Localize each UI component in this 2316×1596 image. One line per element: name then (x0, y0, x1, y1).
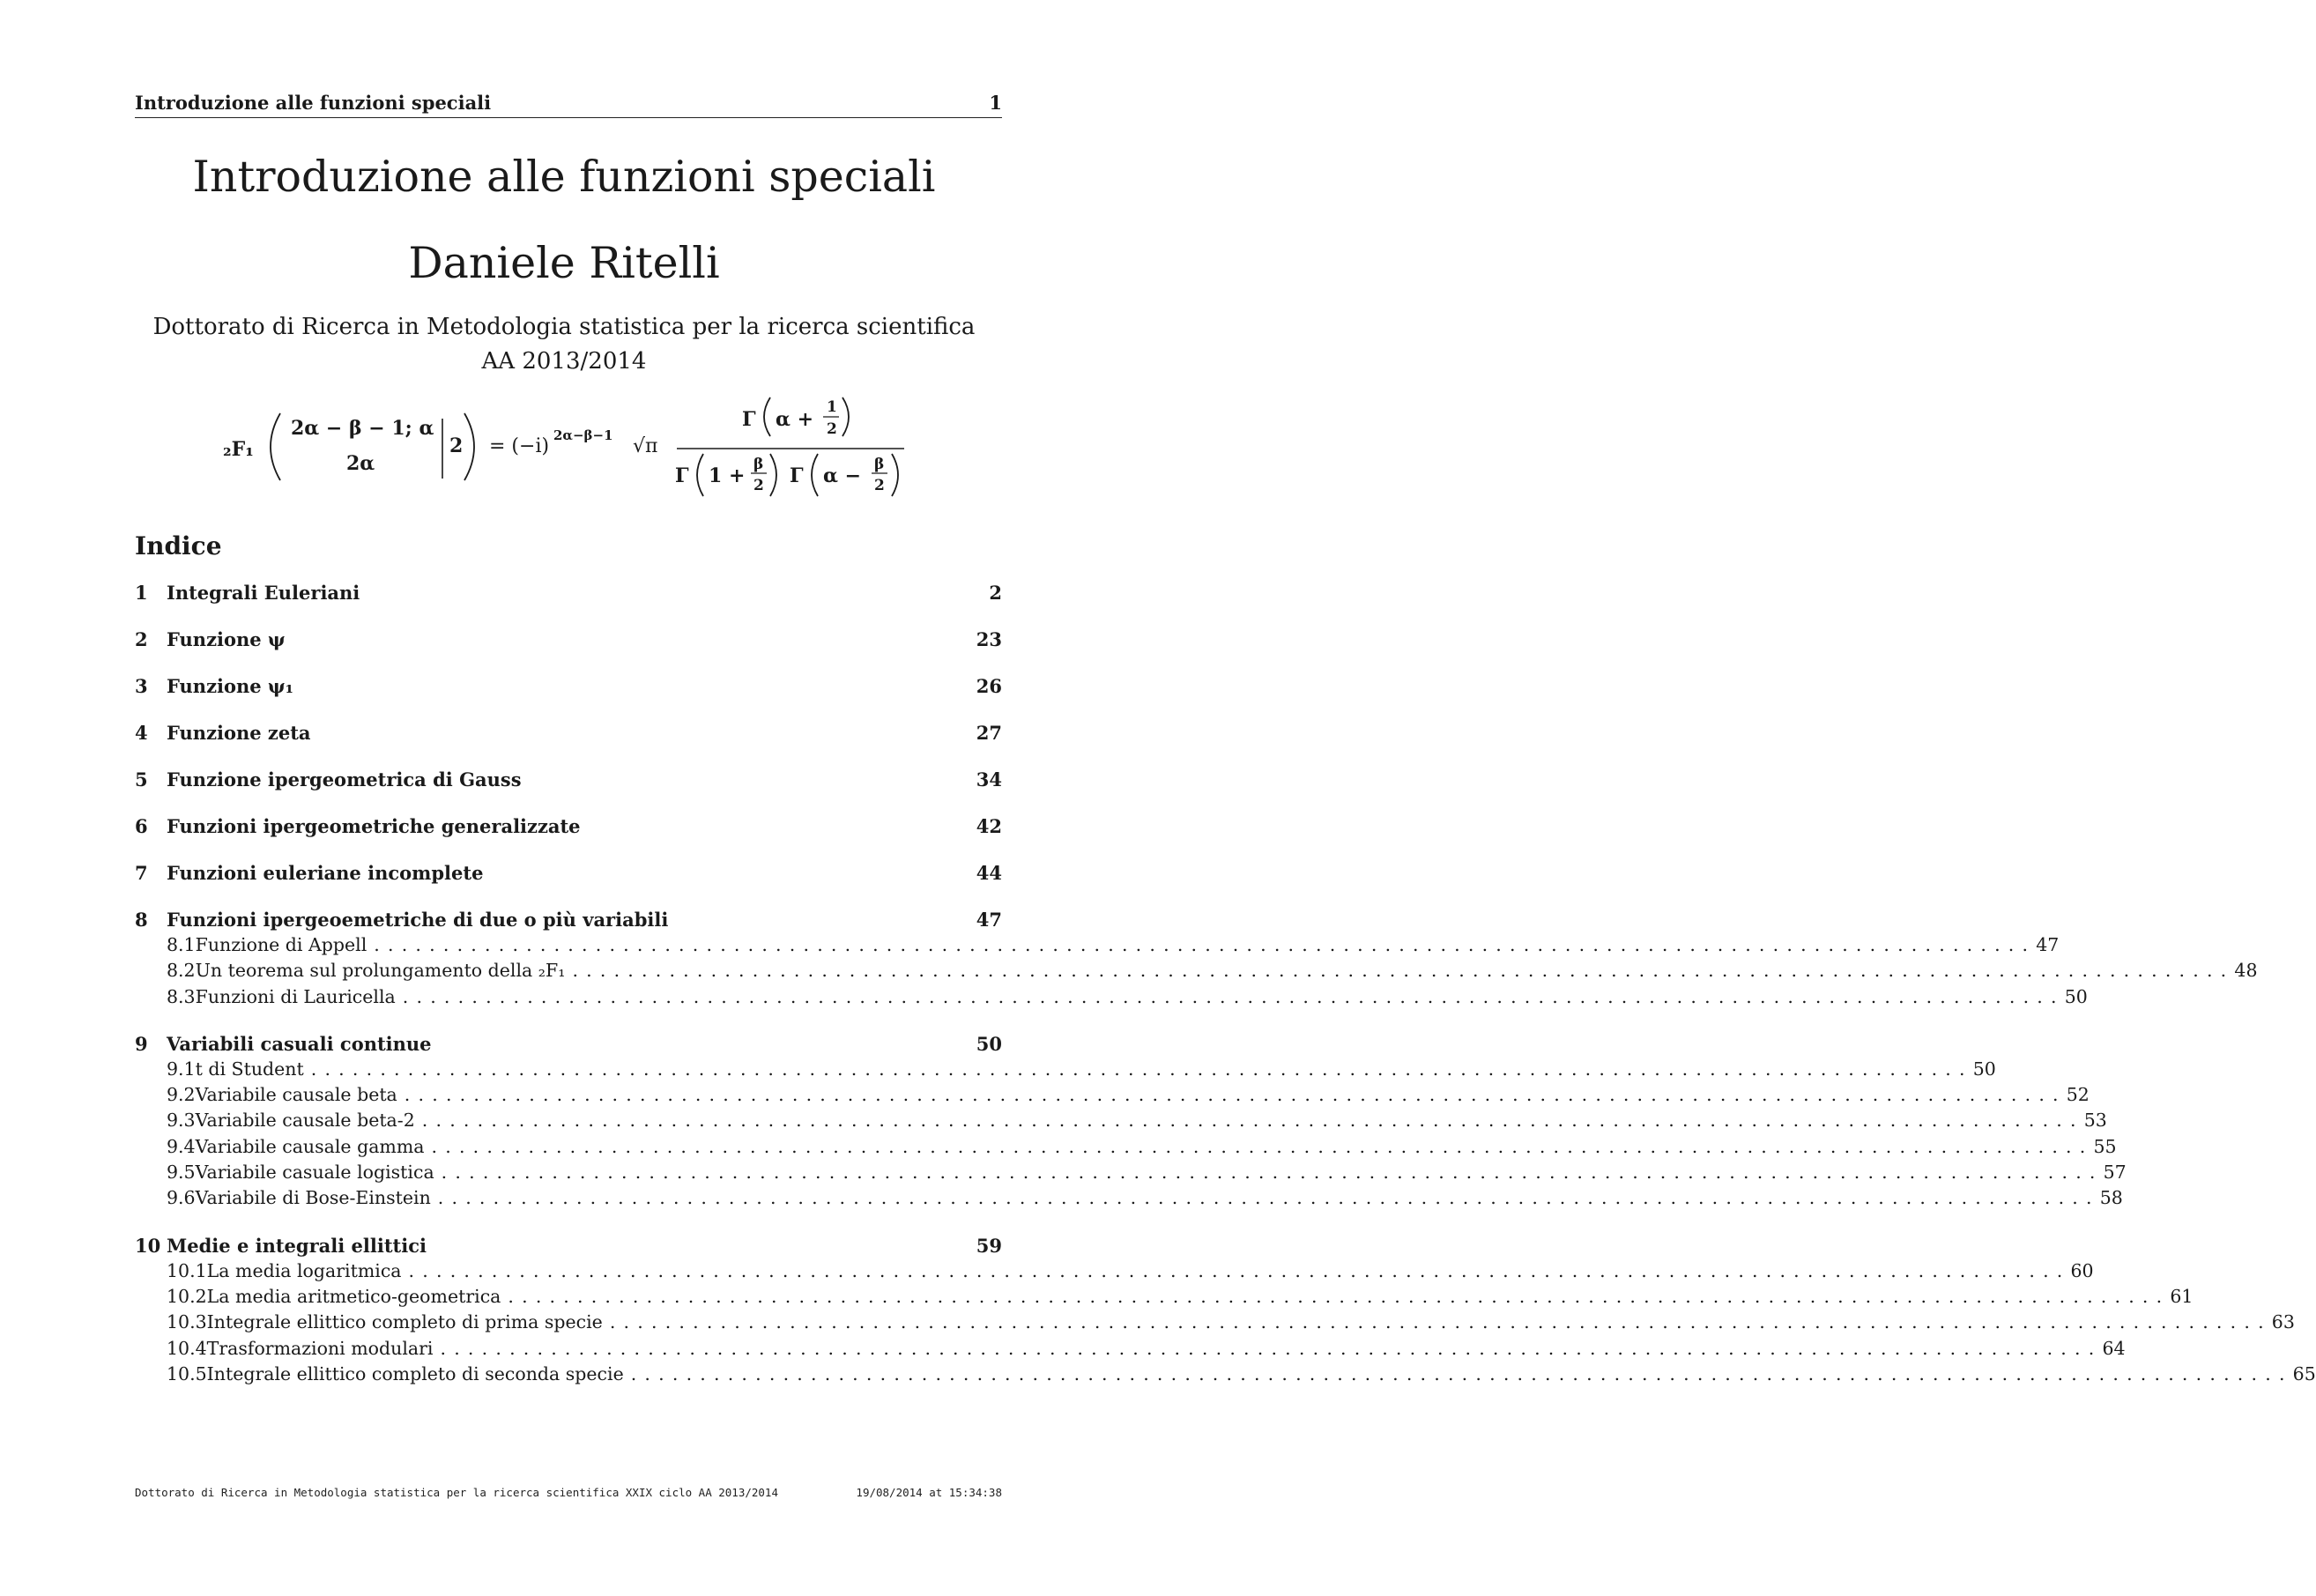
page-number: 1 (989, 92, 1002, 114)
formula-half-den: 2 (827, 420, 837, 438)
toc-subsection-8-1[interactable] (135, 932, 2060, 958)
toc-section-5[interactable] (135, 767, 1002, 792)
toc-subsection-number: 9.5 (167, 1162, 196, 1184)
toc-section-page: 27 (976, 722, 1002, 744)
formula-num-lparen (764, 397, 770, 436)
toc-subsection-title: La media aritmetico-geometrica (206, 1285, 501, 1307)
toc-dot-leader: ........................................................................................................................ (310, 1058, 1973, 1080)
toc-section-1[interactable] (135, 580, 1002, 605)
affiliation (0, 310, 1128, 379)
toc-subsection-9-2[interactable] (135, 1082, 2090, 1108)
footer-right: 19/08/2014 at 15:34:38 (856, 1486, 1002, 1499)
toc-section-page: 26 (976, 675, 1002, 697)
affiliation-line-1: Dottorato di Ricerca in Metodologia statistica per la ricerca scientifica (152, 314, 976, 340)
document-title: Introduzione alle funzioni speciali (192, 152, 936, 202)
formula-den-gamma-1: Γ (675, 464, 689, 487)
toc-section-number: 5 (135, 768, 148, 791)
toc-subsection-page: 47 (2036, 934, 2060, 955)
toc-section-page: 34 (976, 768, 1002, 791)
toc-spacer (135, 1010, 1002, 1031)
toc-section-number: 8 (135, 909, 148, 931)
toc-section-page: 47 (976, 909, 1002, 931)
formula-left-paren (271, 413, 280, 480)
toc-dot-leader: ........................................................................................................................ (437, 1187, 2100, 1209)
formula-den-arg-1: 1 + (709, 464, 746, 487)
toc-section-number: 1 (135, 582, 148, 604)
formula-beta-num-2: β (874, 456, 885, 473)
toc-section-title: Funzione zeta (167, 722, 311, 744)
toc-subsection-title: Trasformazioni modulari (206, 1337, 434, 1359)
formula-den1-lparen (697, 454, 703, 496)
toc-subsection-number: 9.1 (167, 1058, 196, 1080)
formula-lower-param: 2α (346, 452, 375, 475)
toc-section-number: 4 (135, 722, 148, 744)
toc-dot-leader: ........................................................................................................................ (374, 934, 2037, 955)
toc-section-number: 3 (135, 675, 148, 697)
toc-subsection-page: 55 (2093, 1135, 2117, 1157)
toc-section-7[interactable] (135, 860, 1002, 886)
toc-subsection-number: 10.4 (167, 1337, 207, 1359)
toc-spacer (135, 699, 1002, 720)
toc-subsection-10-2[interactable] (135, 1284, 2194, 1310)
formula-den2-lparen (812, 454, 818, 496)
toc-subsection-title: Variabile di Bose-Einstein (195, 1187, 431, 1209)
toc-subsection-page: 63 (2271, 1311, 2295, 1333)
toc-section-title: Variabili casuali continue (167, 1032, 432, 1055)
page-footer (135, 1486, 1002, 1499)
toc-subsection-title: Funzioni di Lauricella (195, 985, 396, 1007)
toc-section-3[interactable] (135, 673, 1002, 699)
toc-spacer (135, 1212, 1002, 1233)
formula-rhs-exponent: 2α−β−1 (553, 427, 613, 443)
toc-dot-leader: ........................................................................................................................ (408, 1259, 2071, 1281)
toc-dot-leader: ........................................................................................................................ (404, 1084, 2067, 1106)
formula-svg (0, 394, 1128, 513)
toc-subsection-10-1[interactable] (135, 1258, 2094, 1284)
toc-spacer (135, 792, 1002, 813)
toc-subsection-number: 8.2 (167, 960, 196, 982)
toc-subsection-page: 61 (2170, 1285, 2194, 1307)
toc-subsection-10-3[interactable] (135, 1310, 2295, 1335)
formula-beta-den-1: 2 (753, 477, 764, 494)
toc-section-8[interactable] (135, 907, 1002, 932)
toc-section-title: Funzioni ipergeometriche generalizzate (167, 815, 581, 837)
formula-num-rparen (843, 397, 849, 436)
toc-dot-leader: ........................................................................................................................ (441, 1162, 2104, 1184)
toc-dot-leader: ........................................................................................................................ (609, 1311, 2272, 1333)
formula-upper-params: 2α − β − 1; α (291, 417, 434, 440)
formula-right-paren (464, 413, 474, 480)
toc-subsection-page: 50 (2064, 985, 2088, 1007)
toc-dot-leader: ........................................................................................................................ (431, 1135, 2094, 1157)
toc-section-2[interactable] (135, 627, 1002, 652)
formula-beta-den-2: 2 (874, 477, 885, 494)
toc-dot-leader: ........................................................................................................................ (421, 1110, 2084, 1132)
toc-section-10[interactable] (135, 1233, 1002, 1258)
toc-subsection-9-4[interactable] (135, 1134, 2117, 1160)
toc-subsection-9-6[interactable] (135, 1185, 2123, 1211)
formula-den2-rparen (892, 454, 898, 496)
toc-subsection-9-5[interactable] (135, 1160, 2127, 1185)
toc-subsection-page: 58 (2099, 1187, 2123, 1209)
toc-section-number: 2 (135, 628, 148, 650)
toc-subsection-title: Integrale ellittico completo di prima specie (206, 1311, 603, 1333)
toc-section-4[interactable] (135, 720, 1002, 746)
toc-subsection-page: 48 (2234, 960, 2258, 982)
formula-num-arg: α + (776, 408, 814, 431)
toc-section-page: 44 (976, 862, 1002, 884)
toc-subsection-number: 8.3 (167, 985, 196, 1007)
formula-half-num: 1 (827, 398, 837, 416)
toc-section-number: 6 (135, 815, 148, 837)
toc-section-number: 9 (135, 1032, 148, 1055)
toc-subsection-page: 50 (1972, 1058, 1996, 1080)
toc-subsection-8-3[interactable] (135, 984, 2088, 1010)
formula-sqrt-pi: √π (633, 435, 658, 457)
toc-spacer (135, 652, 1002, 673)
toc-section-page: 50 (976, 1032, 1002, 1055)
toc-subsection-number: 9.3 (167, 1110, 196, 1132)
toc-section-title: Funzioni ipergeoemetriche di due o più variabili (167, 909, 669, 931)
toc-subsection-number: 9.2 (167, 1084, 196, 1106)
toc-subsection-title: Variabile causale beta-2 (195, 1110, 415, 1132)
toc-subsection-number: 9.4 (167, 1135, 196, 1157)
formula-rhs-base: = (−i) (489, 435, 550, 457)
toc-section-page: 42 (976, 815, 1002, 837)
formula-den1-rparen (770, 454, 776, 496)
formula-hypergeo: ₂F₁ (223, 438, 254, 461)
toc-subsection-10-4[interactable] (135, 1336, 2126, 1362)
running-header (135, 92, 1002, 118)
formula-argument: 2 (449, 434, 464, 457)
toc-dot-leader: ........................................................................................................................ (508, 1285, 2171, 1307)
table-of-contents (135, 580, 2316, 1387)
toc-subsection-page: 57 (2103, 1162, 2127, 1184)
toc-section-title: Funzioni euleriane incomplete (167, 862, 484, 884)
toc-subsection-9-1[interactable] (135, 1057, 1996, 1082)
toc-spacer (135, 746, 1002, 767)
toc-spacer (135, 839, 1002, 860)
toc-spacer (135, 886, 1002, 907)
toc-subsection-number: 8.1 (167, 934, 196, 955)
toc-subsection-number: 10.5 (167, 1362, 207, 1384)
toc-dot-leader: ........................................................................................................................ (440, 1337, 2103, 1359)
toc-dot-leader: ........................................................................................................................ (402, 985, 2065, 1007)
toc-section-title: Medie e integrali ellittici (167, 1234, 427, 1257)
toc-dot-leader: ........................................................................................................................ (572, 960, 2235, 982)
toc-section-title: Funzione ipergeometrica di Gauss (167, 768, 522, 791)
toc-section-page: 2 (989, 582, 1002, 604)
toc-section-title: Funzione ψ (167, 628, 286, 650)
toc-section-page: 23 (976, 628, 1002, 650)
toc-subsection-page: 65 (2292, 1362, 2316, 1384)
toc-subsection-title: Funzione di Appell (195, 934, 367, 955)
affiliation-line-2: AA 2013/2014 (481, 348, 647, 375)
toc-subsection-8-2[interactable] (135, 958, 2258, 984)
author-name: Daniele Ritelli (408, 238, 720, 288)
toc-heading: Indice (135, 531, 222, 560)
toc-spacer (135, 605, 1002, 627)
formula-den-gamma-2: Γ (790, 464, 804, 487)
toc-subsection-number: 10.1 (167, 1259, 207, 1281)
toc-section-title: Funzione ψ₁ (167, 675, 293, 697)
toc-subsection-title: t di Student (195, 1058, 304, 1080)
toc-section-title: Integrali Euleriani (167, 582, 360, 604)
toc-dot-leader: ........................................................................................................................ (630, 1362, 2293, 1384)
formula-den-arg-2: α − (823, 464, 862, 487)
toc-section-6[interactable] (135, 813, 1002, 839)
hypergeometric-formula (0, 394, 1128, 513)
toc-subsection-page: 60 (2070, 1259, 2094, 1281)
toc-subsection-title: La media logaritmica (206, 1259, 402, 1281)
toc-subsection-9-3[interactable] (135, 1108, 2107, 1133)
toc-subsection-page: 53 (2083, 1110, 2107, 1132)
toc-section-9[interactable] (135, 1031, 1002, 1057)
running-title: Introduzione alle funzioni speciali (135, 92, 492, 114)
toc-subsection-page: 52 (2066, 1084, 2090, 1106)
toc-subsection-10-5[interactable] (135, 1362, 2316, 1387)
toc-subsection-title: Un teorema sul prolungamento della ₂F₁ (195, 960, 566, 982)
toc-section-page: 59 (976, 1234, 1002, 1257)
toc-subsection-page: 64 (2102, 1337, 2126, 1359)
formula-beta-num-1: β (753, 456, 764, 473)
toc-subsection-title: Integrale ellittico completo di seconda specie (206, 1362, 624, 1384)
toc-section-number: 10 (135, 1234, 161, 1257)
toc-subsection-title: Variabile causale beta (195, 1084, 397, 1106)
footer-left: Dottorato di Ricerca in Metodologia statistica per la ricerca scientifica XXIX ciclo AA 2013/2014 (135, 1486, 778, 1499)
toc-section-number: 7 (135, 862, 148, 884)
toc-subsection-number: 10.3 (167, 1311, 207, 1333)
toc-subsection-title: Variabile causale gamma (195, 1135, 425, 1157)
toc-subsection-title: Variabile casuale logistica (195, 1162, 434, 1184)
toc-subsection-number: 10.2 (167, 1285, 207, 1307)
formula-num-gamma: Γ (742, 408, 756, 431)
toc-subsection-number: 9.6 (167, 1187, 196, 1209)
